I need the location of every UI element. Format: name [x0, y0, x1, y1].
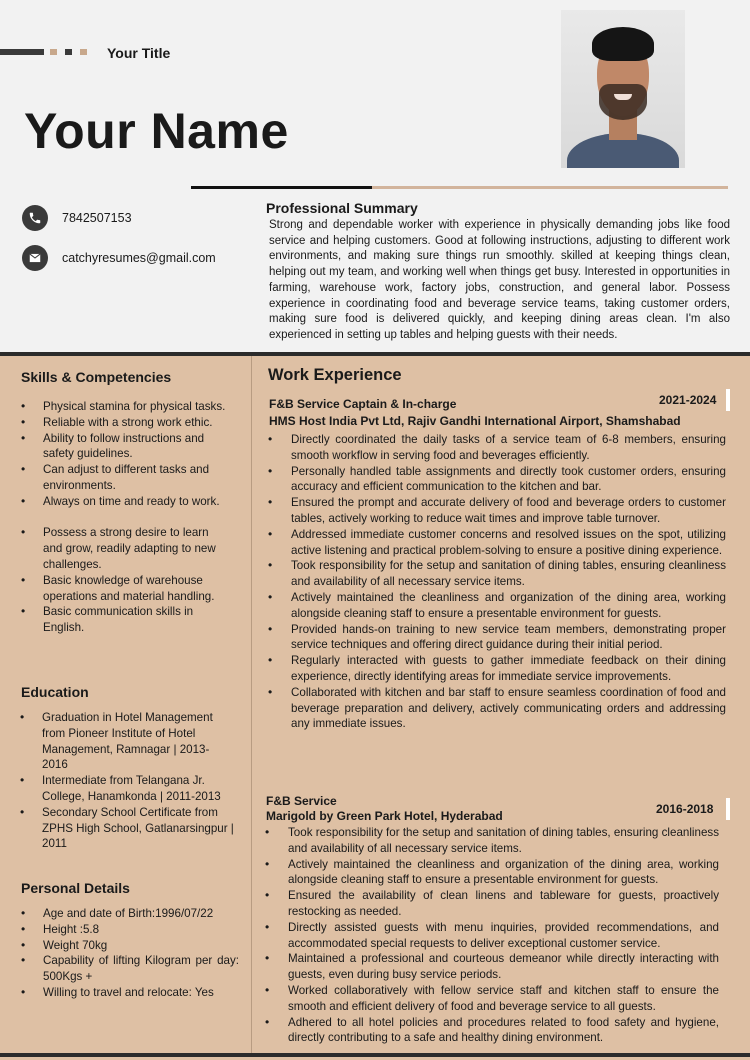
personal-item: • Capability of lifting Kilogram per day: 500Kgs +	[21, 953, 239, 985]
work-heading: Work Experience	[268, 366, 402, 384]
job-2-company: Marigold by Green Park Hotel, Hyderabad	[266, 809, 503, 823]
skills-heading: Skills & Competencies	[21, 369, 172, 385]
personal-item: • Weight 70kg	[21, 938, 239, 954]
column-divider	[251, 356, 252, 1053]
job-2-bullets	[265, 825, 719, 1046]
education-list	[20, 710, 235, 852]
email-address: catchyresumes@gmail.com	[62, 251, 216, 265]
skill-item: • Can adjust to different tasks and environments.	[21, 462, 231, 494]
job-bullet: • Actively maintained the cleanliness and organization of the dining area, working alongside cleaning staff to ensure a presentable environment for guests.	[265, 857, 719, 889]
job-bullet: • Worked collaboratively with fellow service staff and kitchen staff to ensure the smooth and efficient delivery of food and beverage service to all guests.	[265, 983, 719, 1015]
decor-square-tan-2	[80, 49, 87, 55]
job-bullet: • Provided hands-on training to new service team members, demonstrating proper service techniques and offering direct guidance during their initial period.	[268, 622, 726, 654]
skill-item: • Always on time and ready to work.	[21, 494, 231, 510]
job-1-marker	[726, 389, 730, 411]
job-bullet: • Maintained a professional and courteous demeanor while directly interacting with guests, even during busy service periods.	[265, 951, 719, 983]
section-bottom-rule	[0, 1053, 750, 1057]
phone-number: 7842507153	[62, 211, 132, 225]
skill-item: • Reliable with a strong work ethic.	[21, 415, 231, 431]
skill-item: • Basic communication skills in English.	[21, 604, 231, 636]
decor-square-dark	[65, 49, 72, 55]
job-bullet: • Took responsibility for the setup and sanitation of dining tables, ensuring cleanliness and availability of all necessary service items.	[265, 825, 719, 857]
job-1-company: HMS Host India Pvt Ltd, Rajiv Gandhi International Airport, Shamshabad	[269, 414, 681, 428]
job-2-title: F&B Service	[266, 794, 337, 808]
resume-name: Your Name	[24, 103, 289, 159]
job-bullet: • Directly coordinated the daily tasks of a service team of 6-8 members, ensuring smooth workflow in serving food and beverages efficiently.	[268, 432, 726, 464]
mail-icon	[22, 245, 48, 271]
personal-heading: Personal Details	[21, 880, 130, 896]
personal-item: • Willing to travel and relocate: Yes	[21, 985, 239, 1001]
personal-item: • Age and date of Birth:1996/07/22	[21, 906, 239, 922]
job-bullet: • Addressed immediate customer concerns and resolved issues on the spot, utilizing active listening and practical problem-solving to ensure a positive dining experience.	[268, 527, 726, 559]
education-item: • Secondary School Certificate from ZPHS High School, Gatlanarsingpur | 2011	[20, 805, 235, 852]
summary-heading: Professional Summary	[266, 200, 418, 216]
job-bullet: • Ensured the prompt and accurate delivery of food and beverage orders to customer tables, actively working to reduce wait times and improve table turnover.	[268, 495, 726, 527]
personal-list	[21, 906, 239, 1001]
summary-text: Strong and dependable worker with experience in physically demanding jobs like food service and helping customers. Good at following instructions, adjusting to different work environments, and making sure things run smoothly. skilled at keeping things clean, helping out my team, and working well when things get busy. Interested in opportunities in farming, warehouse work, factory jobs, construction, and general labor. Possess experience in coordinating food and beverage service teams, taking customer orders, making sure food is delivered quickly, and keeping dining areas clean. I'm also experienced in setting up tables and helping guests with their needs.	[269, 219, 730, 341]
education-heading: Education	[21, 684, 89, 700]
job-bullet: • Collaborated with kitchen and bar staff to ensure seamless coordination of food and beverage preparation and delivery, actively communicating orders and addressing any immediate issues.	[268, 685, 726, 732]
job-bullet: • Personally handled table assignments and directly took customer orders, ensuring accuracy and efficient communication to the kitchen and bar.	[268, 464, 726, 496]
decor-bar-long	[0, 49, 44, 55]
job-bullet: • Actively maintained the cleanliness and organization of the dining area, working alongside cleaning staff to ensure a presentable environment for guests.	[268, 590, 726, 622]
decor-square-tan-1	[50, 49, 57, 55]
skill-item: • Ability to follow instructions and safety guidelines.	[21, 431, 231, 463]
skill-item: • Basic knowledge of warehouse operations and material handling.	[21, 573, 231, 605]
job-2-dates: 2016-2018	[656, 802, 714, 816]
job-bullet: • Directly assisted guests with menu inquiries, provided recommendations, and accommodated special requests to deliver exceptional customer service.	[265, 920, 719, 952]
skill-item: • Physical stamina for physical tasks.	[21, 399, 231, 415]
education-item: • Graduation in Hotel Management from Pioneer Institute of Hotel Management, Ramnagar | 2013-2016	[20, 710, 235, 773]
contact-phone	[22, 205, 132, 231]
job-1-dates: 2021-2024	[659, 393, 717, 407]
phone-icon	[22, 205, 48, 231]
job-bullet: • Adhered to all hotel policies and procedures related to food safety and hygiene, directly contributing to a safe and healthy dining environment.	[265, 1015, 719, 1047]
personal-item: • Height :5.8	[21, 922, 239, 938]
contact-email	[22, 245, 216, 271]
profile-photo	[561, 10, 685, 168]
header-divider-dark	[191, 186, 372, 189]
job-1-title: F&B Service Captain & In-charge	[269, 397, 457, 411]
skill-item: • Possess a strong desire to learn and grow, readily adapting to new challenges.	[21, 525, 231, 572]
job-1-bullets	[268, 432, 726, 732]
job-bullet: • Regularly interacted with guests to gather immediate feedback on their dining experience, directly identifying areas for immediate service improvements.	[268, 653, 726, 685]
education-item: • Intermediate from Telangana Jr. College, Hanamkonda | 2011-2013	[20, 773, 235, 805]
section-top-rule	[0, 352, 750, 356]
header-divider-tan	[372, 186, 728, 189]
job-bullet: • Ensured the availability of clean linens and tableware for guests, proactively restocking as needed.	[265, 888, 719, 920]
job-2-marker	[726, 798, 730, 820]
job-bullet: • Took responsibility for the setup and sanitation of dining tables, ensuring cleanliness and availability of all necessary service items.	[268, 558, 726, 590]
skills-list	[21, 399, 231, 636]
resume-title: Your Title	[107, 45, 171, 61]
